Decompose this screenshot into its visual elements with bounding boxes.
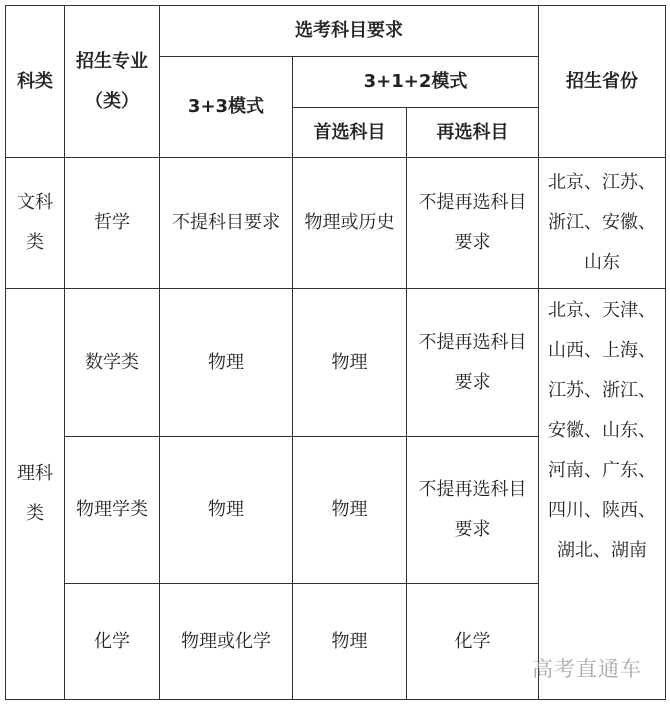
header-mode-3-1-2: 3+1+2模式 [293,57,539,108]
second-choice-cell: 不提再选科目要求 [407,158,539,289]
first-choice-cell: 物理 [293,289,407,437]
header-major: 招生专业（类） [65,6,160,158]
mode-33-cell: 物理 [160,289,293,437]
category-cell: 文科类 [6,158,65,289]
second-choice-cell: 不提再选科目要求 [407,289,539,437]
major-cell: 哲学 [65,158,160,289]
header-mode-3-3: 3+3模式 [160,57,293,158]
second-choice-cell: 化学 [407,584,539,700]
major-cell: 物理学类 [65,437,160,584]
mode-33-cell: 不提科目要求 [160,158,293,289]
first-choice-cell: 物理或历史 [293,158,407,289]
header-subject-requirement: 选考科目要求 [160,6,539,57]
provinces-cell: 北京、天津、山西、上海、江苏、浙江、安徽、山东、河南、广东、四川、陕西、湖北、湖南 [539,289,666,700]
watermark-text: 高考直通车 [532,657,642,681]
provinces-cell: 北京、江苏、浙江、安徽、山东 [539,158,666,289]
header-category: 科类 [6,6,65,158]
second-choice-cell: 不提再选科目要求 [407,437,539,584]
header-first-choice: 首选科目 [293,108,407,158]
mode-33-cell: 物理或化学 [160,584,293,700]
category-cell: 理科类 [6,289,65,700]
subject-requirement-table [5,5,666,700]
first-choice-cell: 物理 [293,437,407,584]
header-second-choice: 再选科目 [407,108,539,158]
header-provinces: 招生省份 [539,6,666,158]
major-cell: 化学 [65,584,160,700]
first-choice-cell: 物理 [293,584,407,700]
major-cell: 数学类 [65,289,160,437]
mode-33-cell: 物理 [160,437,293,584]
